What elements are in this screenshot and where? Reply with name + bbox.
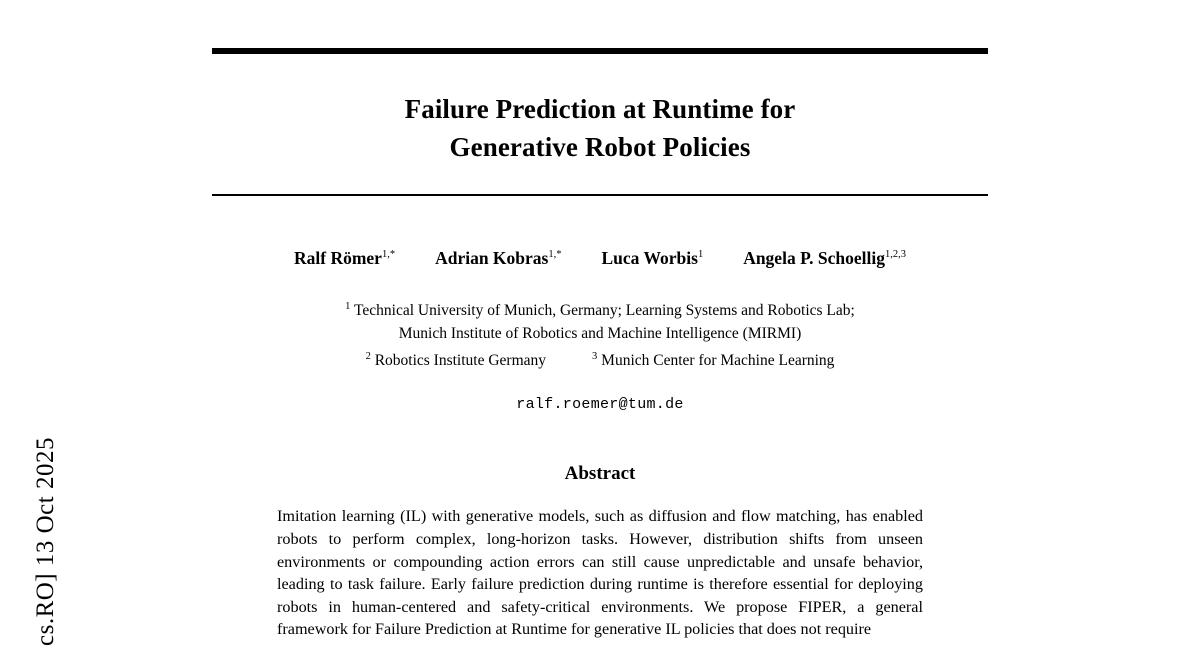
author-2 (435, 248, 561, 269)
affiliation-line-1 (212, 295, 988, 322)
affiliation-line-3 (212, 345, 988, 372)
author-1 (294, 248, 395, 269)
affiliation-2-mark: 2 (365, 351, 371, 363)
author-4-marks: 1,2,3 (884, 249, 906, 261)
author-list (212, 248, 988, 269)
affiliation-line-2: Munich Institute of Robotics and Machine Intelligence (MIRMI) (398, 325, 802, 343)
author-4 (743, 248, 906, 269)
header-rule-top (212, 48, 988, 54)
author-3-name: Luca Worbis (601, 248, 698, 268)
author-1-name: Ralf Römer (294, 248, 382, 268)
author-1-marks: 1,* (381, 249, 396, 261)
affiliation-3 (592, 345, 834, 372)
paper-page (212, 0, 988, 648)
page-title (212, 90, 988, 166)
affiliation-3-text: Munich Center for Machine Learning (601, 352, 835, 370)
author-2-name: Adrian Kobras (435, 248, 549, 268)
affiliation-1-text: Technical University of Munich, Germany; Learning Systems and Robotics Lab; (354, 302, 855, 320)
abstract-body (277, 505, 923, 641)
author-4-name: Angela P. Schoellig (743, 248, 885, 268)
affiliation-2-text: Robotics Institute Germany (374, 352, 547, 370)
title-line-1: Failure Prediction at Runtime for (404, 94, 796, 124)
contact-email[interactable]: ralf.roemer@tum.de (516, 396, 684, 414)
header-rule-bottom (212, 194, 988, 196)
abstract-heading: Abstract (564, 463, 636, 485)
affiliation-3-mark: 3 (592, 351, 598, 363)
affiliation-block (212, 295, 988, 372)
arxiv-side-stamp: cs.RO] 13 Oct 2025 (32, 437, 59, 646)
author-3 (601, 248, 703, 269)
affiliation-2 (366, 345, 546, 372)
author-3-marks: 1 (697, 249, 704, 261)
affiliation-1-mark: 1 (345, 301, 351, 312)
title-line-2: Generative Robot Policies (449, 132, 751, 162)
abstract-paragraph: Imitation learning (IL) with generative models, such as diffusion and flow matching, has enabled robots to perform complex, long-horizon tasks. However, distribution shifts from unseen environments or compounding action errors can still cause unpredictable and unsafe behavior, leading to task failure. Early failure prediction during runtime is therefore essential for deploying robots in human-centered and safety-critical environments. We propose FIPER, a general framework for Failure Prediction at Runtime for generative IL policies that does not require (277, 507, 923, 639)
author-2-marks: 1,* (548, 249, 562, 261)
